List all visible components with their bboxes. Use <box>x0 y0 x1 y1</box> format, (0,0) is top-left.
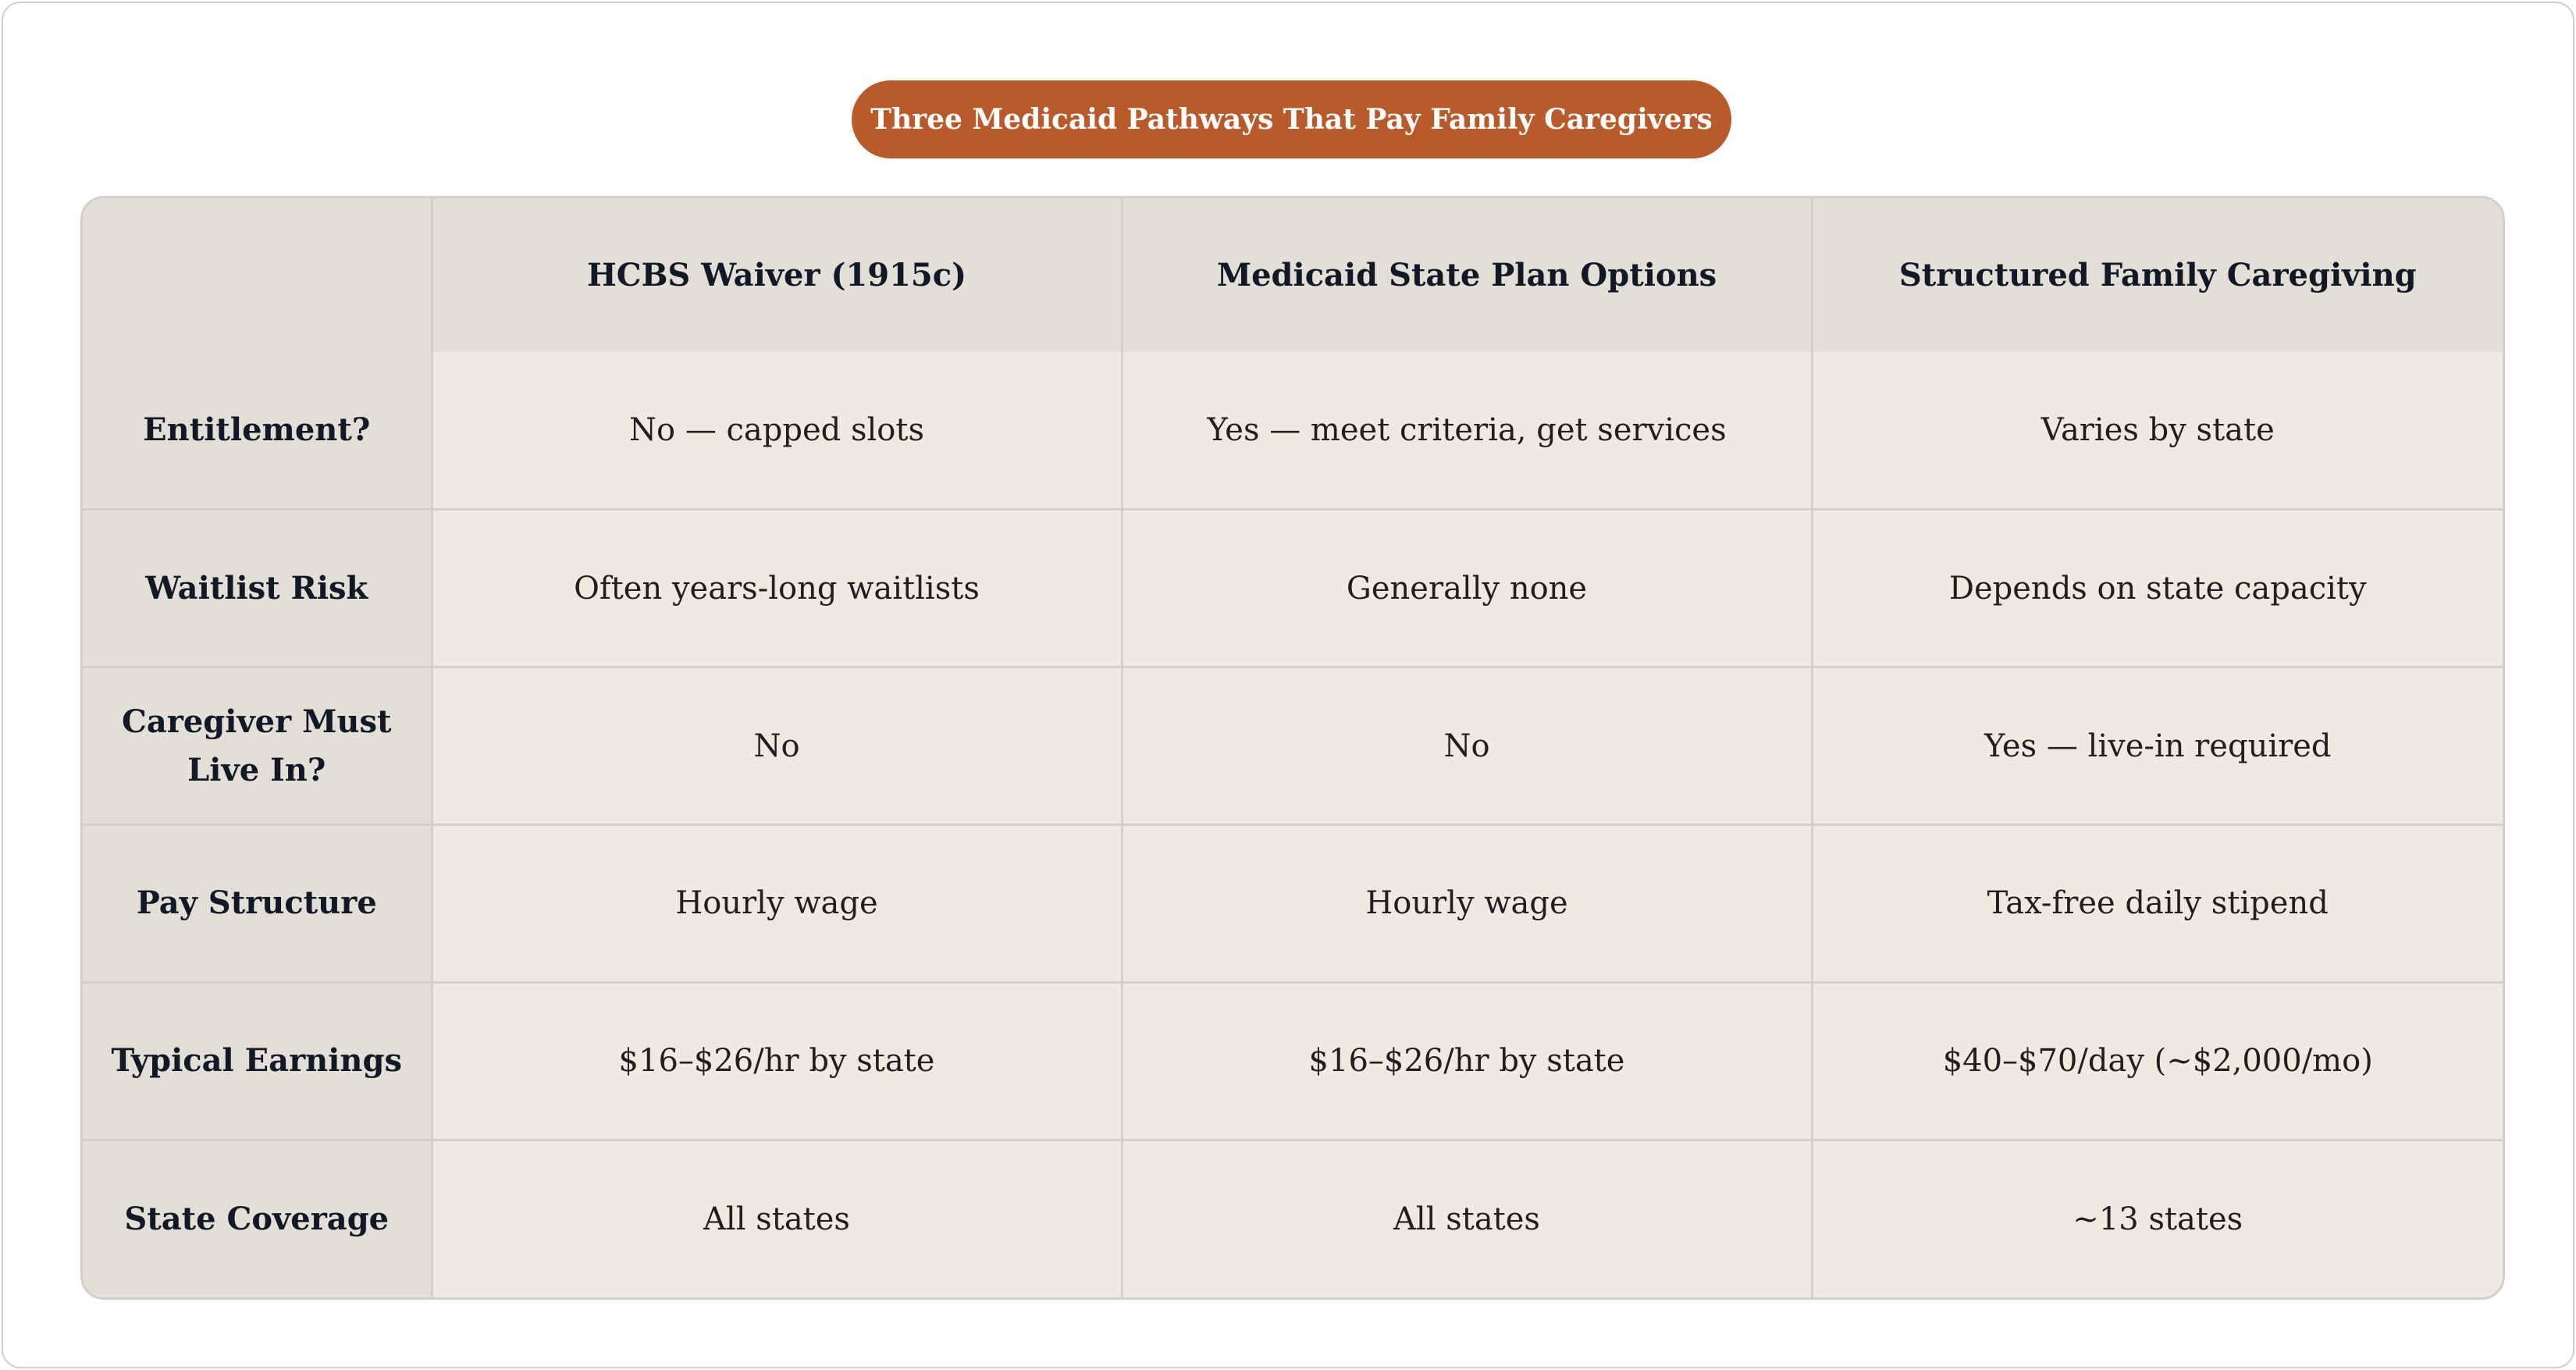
header-state-plan-options: Medicaid State Plan Options <box>1122 198 1812 352</box>
row-label-state-coverage: State Coverage <box>83 1140 432 1297</box>
table-row <box>83 352 2503 510</box>
page-title: Three Medicaid Pathways That Pay Family Caregivers <box>852 80 1731 158</box>
table-cell: Often years-long waitlists <box>432 510 1122 667</box>
table-cell: $40–$70/day (~$2,000/mo) <box>1812 982 2503 1140</box>
row-label-waitlist-risk: Waitlist Risk <box>83 510 432 667</box>
row-label-typical-earnings: Typical Earnings <box>83 982 432 1140</box>
table-row <box>83 510 2503 667</box>
table-cell: Tax-free daily stipend <box>1812 824 2503 982</box>
table-cell: ~13 states <box>1812 1140 2503 1297</box>
table-cell: $16–$26/hr by state <box>432 982 1122 1140</box>
table-cell: Hourly wage <box>1122 824 1812 982</box>
table-row <box>83 824 2503 982</box>
page-frame <box>2 2 2574 1368</box>
table-cell: No <box>1122 667 1812 825</box>
header-corner <box>83 198 432 352</box>
row-label-entitlement: Entitlement? <box>83 352 432 510</box>
table-row <box>83 982 2503 1140</box>
comparison-table-grid <box>83 198 2503 1297</box>
table-row <box>83 667 2503 825</box>
table-cell: Generally none <box>1122 510 1812 667</box>
table-cell: No — capped slots <box>432 352 1122 510</box>
row-label-caregiver-live-in: Caregiver Must Live In? <box>83 667 432 825</box>
header-hcbs-waiver: HCBS Waiver (1915c) <box>432 198 1122 352</box>
table-cell: Yes — live-in required <box>1812 667 2503 825</box>
table-cell: All states <box>432 1140 1122 1297</box>
table-cell: Depends on state capacity <box>1812 510 2503 667</box>
table-header-row <box>83 198 2503 352</box>
comparison-table <box>80 196 2505 1300</box>
table-cell: Varies by state <box>1812 352 2503 510</box>
table-cell: $16–$26/hr by state <box>1122 982 1812 1140</box>
table-cell: Yes — meet criteria, get services <box>1122 352 1812 510</box>
table-row <box>83 1140 2503 1297</box>
table-cell: No <box>432 667 1122 825</box>
header-structured-family-caregiving: Structured Family Caregiving <box>1812 198 2503 352</box>
row-label-pay-structure: Pay Structure <box>83 824 432 982</box>
table-cell: All states <box>1122 1140 1812 1297</box>
table-cell: Hourly wage <box>432 824 1122 982</box>
